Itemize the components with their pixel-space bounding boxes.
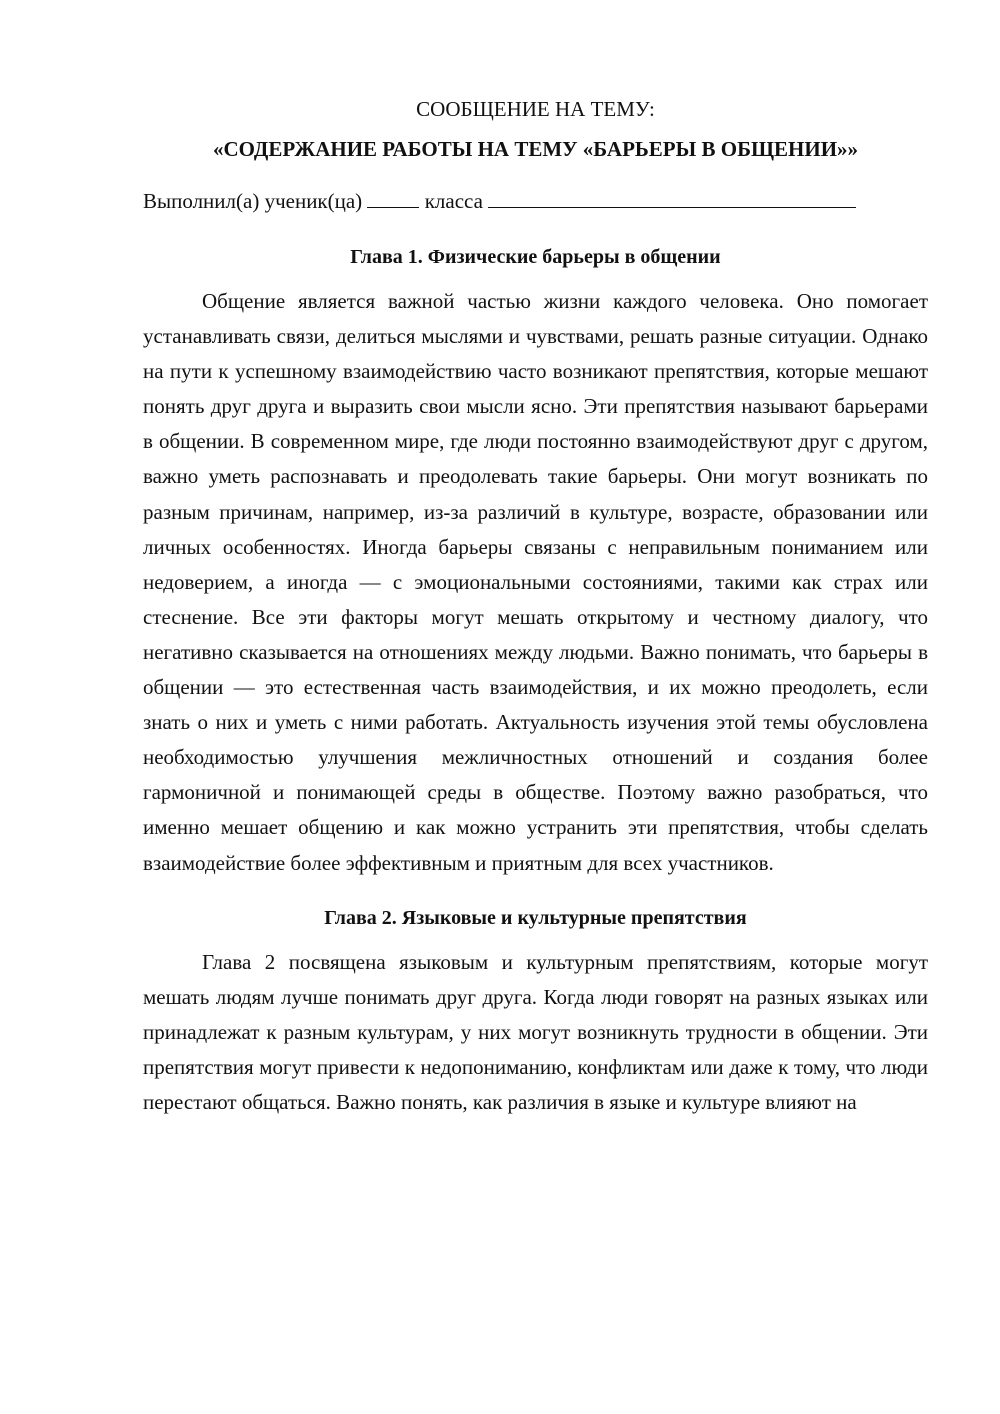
document-title: «СОДЕРЖАНИЕ РАБОТЫ НА ТЕМУ «БАРЬЕРЫ В ОБЩЕНИИ»» — [212, 137, 859, 161]
chapter-1-title: Глава 1. Физические барьеры в общении — [350, 246, 721, 268]
chapter-2-title: Глава 2. Языковые и культурные препятствия — [324, 906, 747, 929]
author-prefix: Выполнил(а) ученик(ца) — [143, 189, 363, 213]
author-line — [143, 184, 928, 218]
class-label: класса — [424, 189, 483, 213]
grade-blank — [367, 185, 419, 208]
document-header: СООБЩЕНИЕ НА ТЕМУ: — [416, 97, 655, 121]
chapter-2-text: Глава 2 посвящена языковым и культурным препятствиям, которые могут мешать людям лучше понимать друг друга. Когда люди говорят на разных языках или принадлежат к разным культурам, у них могут возникнуть трудности в общении. Эти препятствия могут привести к недопониманию, конфликтам или даже к тому, что люди перестают общаться. Важно понять, как различия в языке и культуре влияют на — [143, 949, 928, 1114]
chapter-1-text: Общение является важной частью жизни каждого человека. Оно помогает устанавливать связи, делиться мыслями и чувствами, решать разные ситуации. Однако на пути к успешному взаимодействию часто возникают препятствия, которые мешают понять друг друга и выразить свои мысли ясно. Эти препятствия называют барьерами в общении. В современном мире, где люди постоянно взаимодействуют друг с другом, важно уметь распознавать и преодолевать такие барьеры. Они могут возникать по разным причинам, например, из-за различий в культуре, возрасте, образовании или личных особенностях. Иногда барьеры связаны с неправильным пониманием или недоверием, а иногда — с эмоциональными состояниями, такими как страх или стеснение. Все эти факторы могут мешать открытому и честному диалогу, что негативно сказывается на отношениях между людьми. Важно понимать, что барьеры в общении — это естественная часть взаимодействия, и их можно преодолеть, если знать о них и уметь с ними работать. Актуальность изучения этой темы обусловлена необходимостью улучшения межличностных отношений и создания более гармоничной и понимающей среды в обществе. Поэтому важно разобраться, что именно мешает общению и как можно устранить эти препятствия, чтобы сделать взаимодействие более эффективным и приятным для всех участников. — [143, 289, 928, 875]
name-blank — [488, 185, 856, 208]
document-page — [143, 92, 928, 1120]
